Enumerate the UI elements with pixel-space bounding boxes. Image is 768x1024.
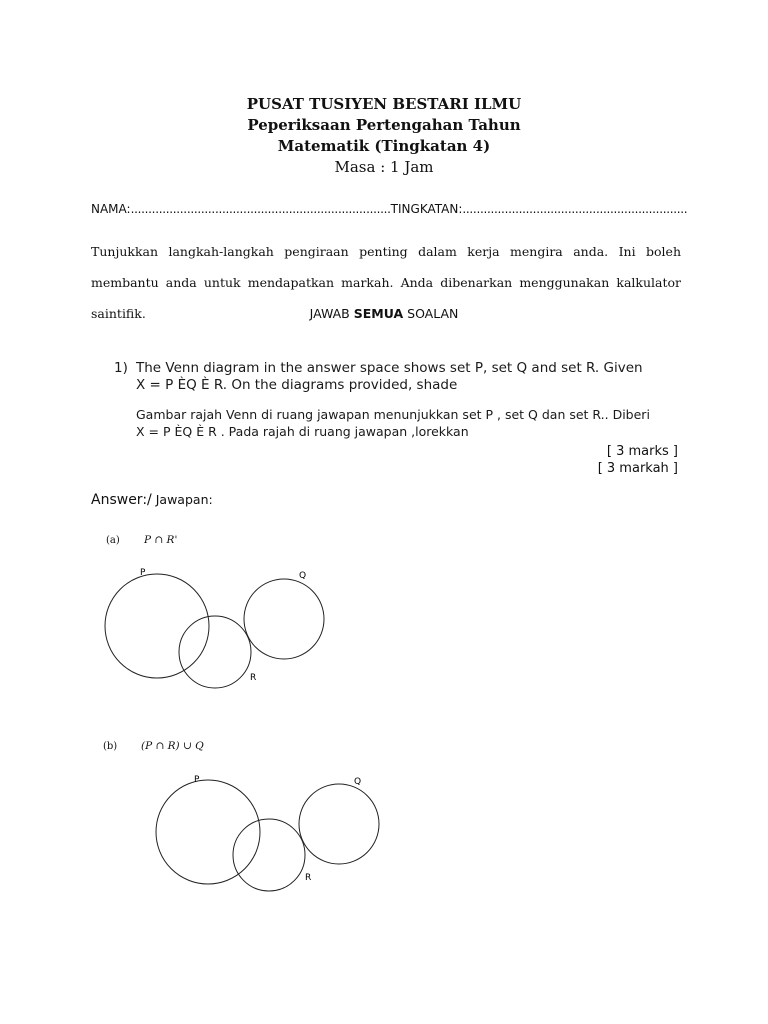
question-number: 1) [114,360,128,376]
question-english-line2: X = P ÈQ È R. On the diagrams provided, shade [136,377,458,393]
venn-a-set-r [179,616,251,688]
venn-b-label-r: R [305,873,312,883]
subject-title: Matematik (Tingkatan 4) [277,137,491,155]
duration: Masa : 1 Jam [334,158,434,176]
venn-b-set-q [299,784,379,864]
tingkatan-field[interactable]: ................................................................ [462,202,688,216]
venn-b-label-p: P [194,775,200,785]
marks-malay: [ 3 markah ] [597,461,678,476]
venn-diagram-b[interactable] [156,775,379,891]
part-b-letter: (b) [103,741,118,752]
school-name: PUSAT TUSIYEN BESTARI ILMU [246,95,522,113]
jawab-text: JAWAB [309,306,354,321]
venn-a-label-q: Q [299,571,307,581]
question-malay-line1: Gambar rajah Venn di ruang jawapan menunjukkan set P , set Q dan set R.. Diberi [136,407,650,422]
venn-diagram-a[interactable] [105,568,324,688]
exam-title: Peperiksaan Pertengahan Tahun [247,116,521,134]
venn-b-set-r [233,819,305,891]
soalan-text: SOALAN [403,306,459,321]
part-b-expression: (P ∩ R) ∪ Q [141,740,204,752]
tingkatan-label: TINGKATAN: [390,202,463,216]
venn-a-label-p: P [140,568,146,578]
nama-label: NAMA: [91,202,131,216]
venn-a-set-q [244,579,324,659]
question-english-line1: The Venn diagram in the answer space shows set P, set Q and set R. Given [136,360,643,376]
nama-field[interactable]: .......................................................................... [130,202,391,216]
part-a-expression: P ∩ R' [144,534,178,546]
instructions: Tunjukkan langkah-langkah pengiraan penting dalam kerja mengira anda. Ini boleh membantu anda untuk mendapatkan markah. Anda dibenarkan menggunakan kalkulator saintifik. [91,244,681,321]
semua-text: SEMUA [353,306,404,321]
answer-label: Answer:/ [91,492,152,508]
marks-english: [ 3 marks ] [606,444,678,459]
question-malay-line2: X = P ÈQ È R . Pada rajah di ruang jawapan ,lorekkan [136,424,469,439]
part-a-letter: (a) [106,535,120,546]
jawapan-label: Jawapan: [151,492,213,507]
venn-a-set-p [105,574,209,678]
venn-b-label-q: Q [354,777,362,787]
venn-a-label-r: R [250,673,257,683]
venn-b-set-p [156,780,260,884]
